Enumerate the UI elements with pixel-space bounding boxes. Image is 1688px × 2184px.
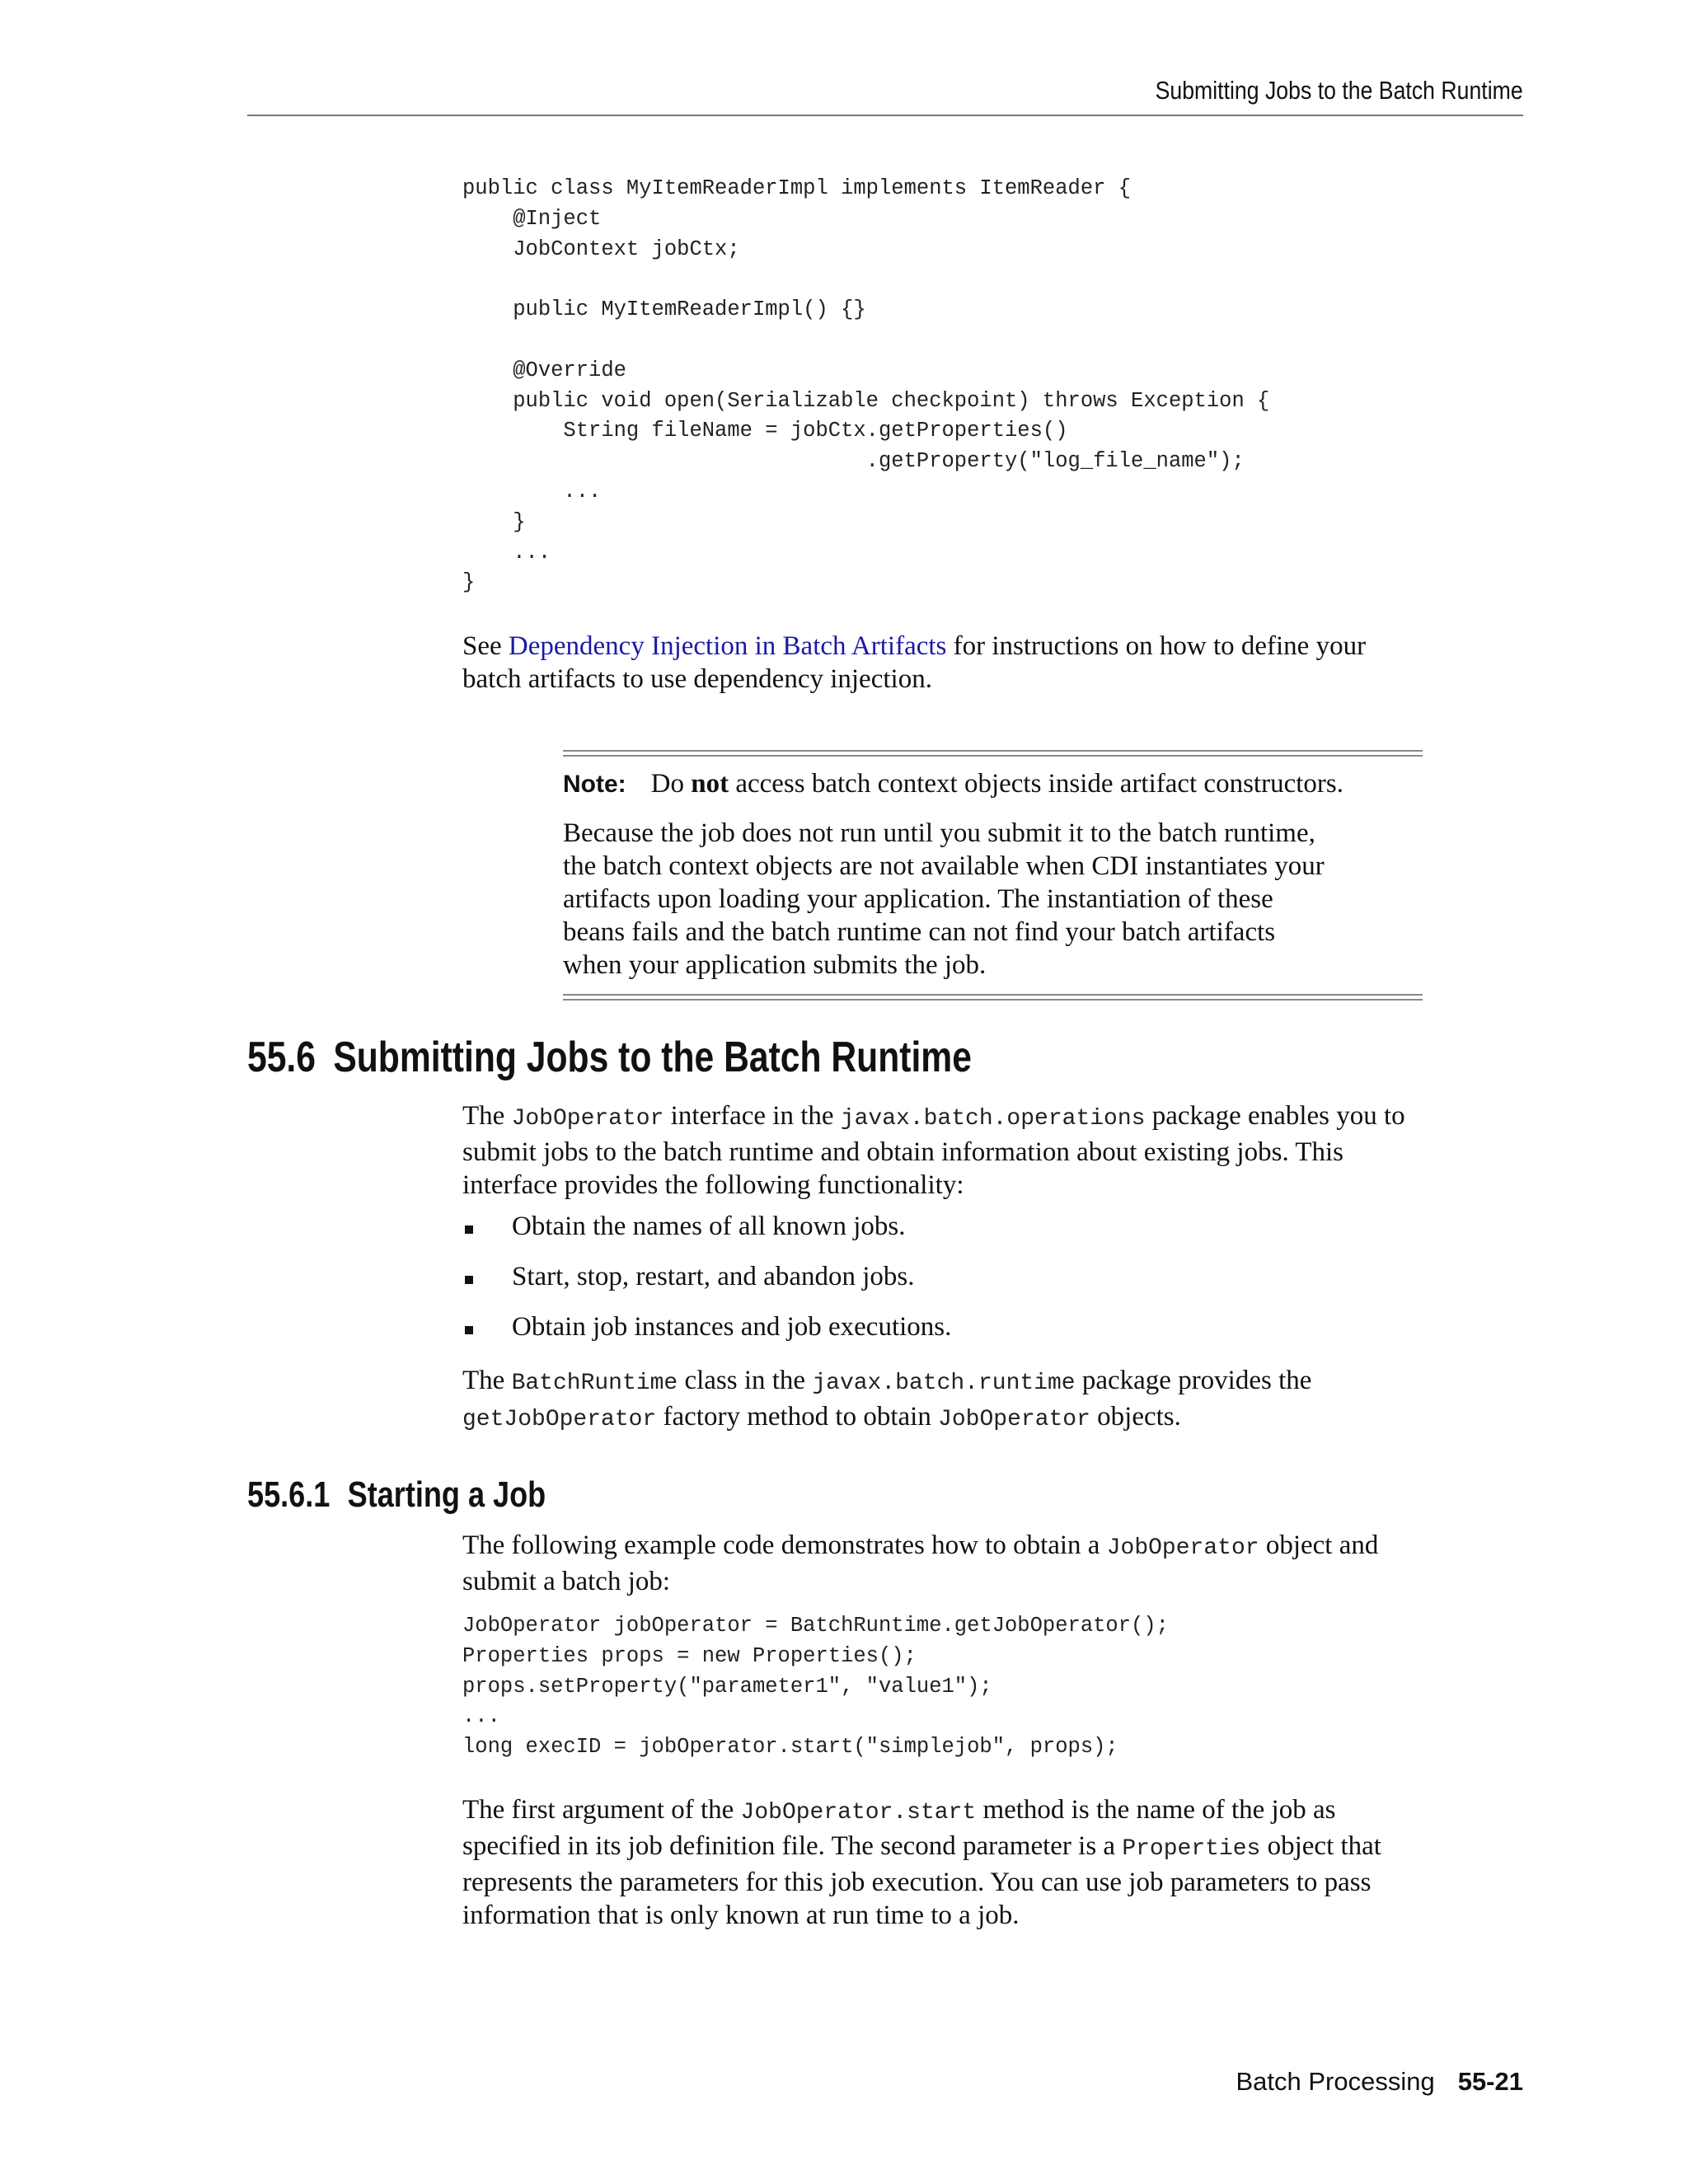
- see-suffix: for instructions on how to define your: [946, 631, 1367, 661]
- code-getjoboperator: getJobOperator: [462, 1407, 657, 1432]
- subsection-heading: [247, 1474, 546, 1516]
- text-run: objects.: [1090, 1402, 1181, 1432]
- note-body-line: beans fails and the batch runtime can not find your batch artifacts: [563, 917, 1276, 947]
- list-item-text: Obtain the names of all known jobs.: [512, 1212, 906, 1241]
- code-joboperator-start: JobOperator.start: [740, 1800, 977, 1825]
- list-item-text: Obtain job instances and job executions.: [512, 1312, 952, 1342]
- section-heading: [247, 1033, 972, 1082]
- text-run: package provides the: [1075, 1366, 1312, 1395]
- subsection-title: Starting a Job: [347, 1474, 546, 1515]
- list-item: [462, 1210, 951, 1243]
- starting-intro-line-2: submit a batch job:: [462, 1567, 671, 1596]
- note-post: access batch context objects inside artifact constructors.: [729, 769, 1343, 799]
- list-item-text: Start, stop, restart, and abandon jobs.: [512, 1262, 915, 1291]
- page-number: 55-21: [1457, 2067, 1523, 2096]
- note-top-rule: [563, 750, 1423, 757]
- code-batchruntime: BatchRuntime: [511, 1371, 678, 1396]
- subsection-number: 55.6.1: [247, 1474, 331, 1515]
- note-body-line: Because the job does not run until you submit it to the batch runtime,: [563, 818, 1315, 848]
- code-line: ...: [513, 540, 551, 565]
- code-line: }: [513, 509, 526, 534]
- note-body-line: artifacts upon loading your application. The instantiation of these: [563, 884, 1273, 914]
- functionality-list: [462, 1210, 951, 1361]
- starting-job-intro: [462, 1529, 1534, 1598]
- code-block-start-job: [462, 1611, 1169, 1763]
- code-line: props.setProperty("parameter1", "value1");: [462, 1674, 992, 1699]
- explain-paragraph: [462, 1793, 1534, 1932]
- code-line: .getProperty("log_file_name");: [865, 449, 1245, 474]
- text-run: object that: [1260, 1831, 1381, 1861]
- code-joboperator: JobOperator: [938, 1407, 1090, 1432]
- page-footer: [1236, 2067, 1523, 2097]
- section-number: 55.6: [247, 1033, 316, 1081]
- code-line: Properties props = new Properties();: [462, 1643, 917, 1668]
- code-line: JobOperator jobOperator = BatchRuntime.getJobOperator();: [462, 1614, 1169, 1638]
- bullet-square-icon: [465, 1326, 473, 1334]
- section-intro: [462, 1099, 1534, 1202]
- text-run: factory method to obtain: [656, 1402, 939, 1432]
- code-line: String fileName = jobCtx.getProperties(): [563, 419, 1068, 443]
- code-line: ...: [563, 479, 602, 504]
- see-line-2: batch artifacts to use dependency injection.: [462, 664, 932, 694]
- intro-line-2: submit jobs to the batch runtime and obtain information about existing jobs. This: [462, 1137, 1344, 1167]
- code-joboperator: JobOperator: [1106, 1535, 1259, 1561]
- text-run: package enables you to: [1145, 1101, 1405, 1131]
- text-run: The: [462, 1101, 512, 1131]
- note-bottom-rule: [563, 994, 1423, 1001]
- see-prefix: See: [462, 631, 509, 661]
- code-block-item-reader: [462, 174, 1269, 598]
- text-run: method is the name of the job as: [976, 1795, 1336, 1825]
- intro-line-3: interface provides the following functionality:: [462, 1170, 964, 1200]
- note-body-line: when your application submits the job.: [563, 950, 987, 980]
- see-paragraph: [462, 630, 1534, 696]
- code-line: @Inject: [513, 206, 602, 231]
- bullet-square-icon: [465, 1276, 473, 1284]
- code-line: public class MyItemReaderImpl implements ItemReader {: [462, 176, 1132, 200]
- text-run: The: [462, 1366, 512, 1395]
- explain-line-3: represents the parameters for this job execution. You can use job parameters to pass: [462, 1868, 1372, 1897]
- section-title: Submitting Jobs to the Batch Runtime: [333, 1033, 972, 1081]
- code-line: ...: [462, 1704, 500, 1729]
- footer-chapter: Batch Processing: [1236, 2067, 1435, 2096]
- text-run: object and: [1259, 1530, 1379, 1560]
- code-line: JobContext jobCtx;: [513, 237, 740, 261]
- bullet-square-icon: [465, 1226, 473, 1234]
- list-item: [462, 1310, 951, 1343]
- code-line: @Override: [513, 358, 626, 382]
- dependency-injection-link[interactable]: Dependency Injection in Batch Artifacts: [508, 631, 947, 661]
- text-run: class in the: [678, 1366, 813, 1395]
- note-pre: Do: [650, 769, 692, 799]
- batchruntime-paragraph: [462, 1364, 1534, 1436]
- text-run: interface in the: [663, 1101, 841, 1131]
- text-run: The following example code demonstrates how to obtain a: [462, 1530, 1107, 1560]
- note-first-line: [563, 767, 1423, 801]
- code-line: public void open(Serializable checkpoint) throws Exception {: [513, 388, 1270, 413]
- explain-line-4: information that is only known at run time to a job.: [462, 1900, 1020, 1930]
- code-line: }: [462, 570, 476, 595]
- note-body-line: the batch context objects are not available when CDI instantiates your: [563, 851, 1325, 881]
- note-bold: not: [691, 769, 729, 799]
- code-joboperator: JobOperator: [511, 1106, 664, 1132]
- running-head: Submitting Jobs to the Batch Runtime: [1155, 76, 1523, 105]
- note-label: Note:: [563, 771, 626, 798]
- code-package-runtime: javax.batch.runtime: [812, 1371, 1076, 1396]
- text-run: specified in its job definition file. The second parameter is a: [462, 1831, 1123, 1861]
- code-line: public MyItemReaderImpl() {}: [513, 298, 866, 322]
- note-body: [563, 817, 1423, 982]
- list-item: [462, 1260, 951, 1293]
- text-run: The first argument of the: [462, 1795, 741, 1825]
- header-rule: [247, 115, 1523, 116]
- code-line: long execID = jobOperator.start("simplejob", props);: [462, 1735, 1118, 1760]
- code-properties: Properties: [1122, 1836, 1261, 1862]
- code-package-operations: javax.batch.operations: [840, 1106, 1146, 1132]
